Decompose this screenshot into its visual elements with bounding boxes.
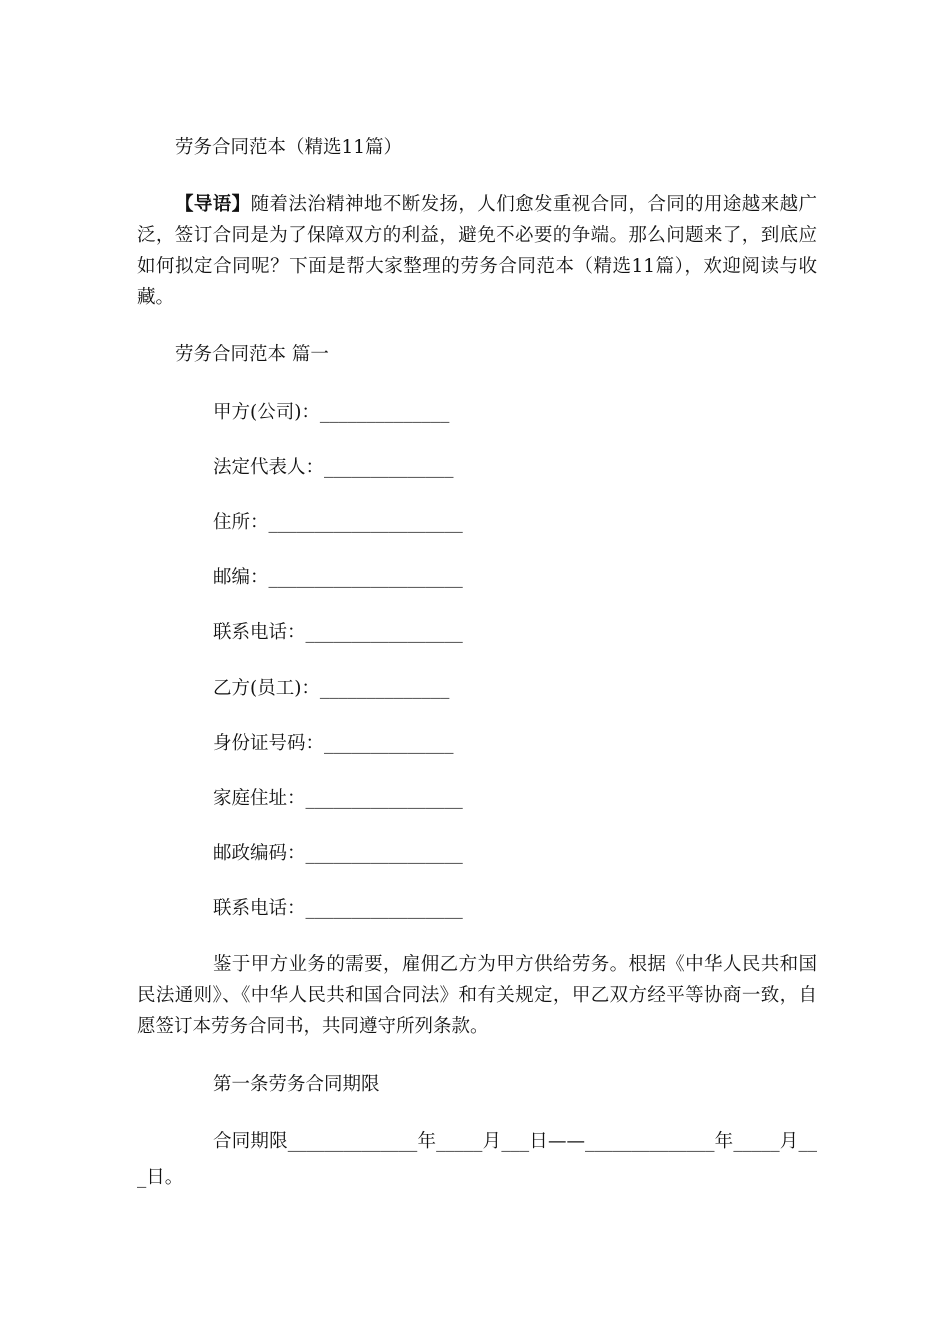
field-id-number: 身份证号码：______________ — [213, 733, 454, 754]
article1-text: 合同期限______________年_____月___日——______________年_____月___日。 — [137, 1131, 817, 1188]
section-title: 劳务合同范本 篇一 — [175, 344, 329, 365]
article1-title: 第一条劳务合同期限 — [213, 1074, 380, 1095]
field-address: 住所：_____________________ — [213, 512, 463, 533]
field-postcode: 邮编：_____________________ — [213, 567, 463, 588]
field-phone-b: 联系电话：_________________ — [213, 898, 463, 919]
preamble-paragraph: 鉴于甲方业务的需要，雇佣乙方为甲方供给劳务。根据《中华人民共和国民法通则》、《中华人民共和国合同法》和有关规定，甲乙双方经平等协商一致，自愿签订本劳务合同书，共同遵守所列条款。 — [137, 954, 817, 1037]
field-party-a: 甲方(公司)：______________ — [213, 402, 450, 423]
field-party-b: 乙方(员工)：______________ — [213, 678, 450, 699]
field-legal-rep: 法定代表人：______________ — [213, 457, 454, 478]
field-postal-code: 邮政编码：_________________ — [213, 843, 463, 864]
field-phone-a: 联系电话：_________________ — [213, 622, 463, 643]
field-home-address: 家庭住址：_________________ — [213, 788, 463, 809]
intro-paragraph — [137, 189, 817, 313]
document-title: 劳务合同范本（精选11篇） — [175, 137, 403, 158]
intro-text: 随着法治精神地不断发扬，人们愈发重视合同，合同的用途越来越广泛，签订合同是为了保障双方的利益，避免不必要的争端。那么问题来了，到底应如何拟定合同呢？下面是帮大家整理的劳务合同范本（精选11篇），欢迎阅读与收藏。 — [137, 194, 817, 308]
intro-label: 【导语】 — [175, 194, 251, 215]
